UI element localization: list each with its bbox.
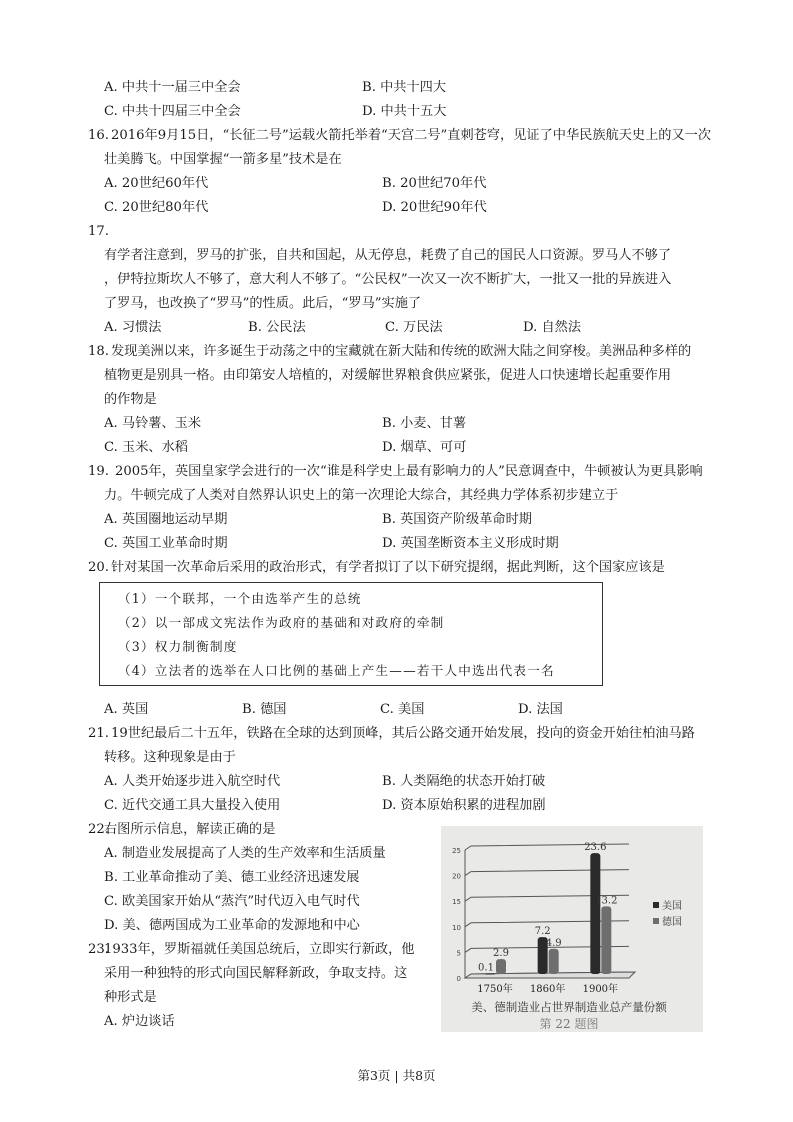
- y-tick-label: 25: [452, 847, 461, 855]
- q16-option-b: B. 20世纪70年代: [382, 176, 487, 191]
- q22-chart: [441, 826, 703, 1032]
- q23-stem-line-1: 1933年，罗斯福就任美国总统后，立即实行新政，他: [104, 942, 415, 957]
- q19-stem-line-2: 力。牛顿完成了人类对自然界认识史上的第一次理论大综合，其经典力学体系初步建立于: [104, 488, 619, 503]
- q15-option-b: B. 中共十四大: [362, 80, 447, 95]
- q22-stem-line-1: 右图所示信息，解读正确的是: [104, 822, 276, 837]
- q17-option-d: D. 自然法: [523, 320, 582, 335]
- q21-option-d: D. 资本原始积累的进程加剧: [382, 798, 546, 813]
- q19-stem-line-1: 2005年，英国皇家学会进行的一次“谁是科学史上最有影响力的人”民意调查中，牛顿被认为更具影响: [115, 464, 703, 479]
- chart-title: 美、德制造业占世界制造业总产量份额: [471, 1000, 667, 1014]
- q22-option-c: C. 欧美国家开始从“蒸汽”时代迈入电气时代: [104, 894, 360, 909]
- q18-stem-line-1: 发现美洲以来，许多诞生于动荡之中的宝藏就在新大陆和传统的欧洲大陆之间穿梭。美洲品种多样的: [111, 344, 692, 359]
- q19-option-d: D. 英国垄断资本主义形成时期: [382, 536, 559, 551]
- q15-option-a: A. 中共十一届三中全会: [104, 80, 241, 95]
- data-label: 13.2: [595, 895, 618, 907]
- chart-x-ticks: [477, 982, 618, 995]
- q20-outline-item-4: （4）立法者的选举在人口比例的基础上产生——若干人中选出代表一名: [118, 663, 555, 678]
- page-footer: 第3页 | 共8页: [357, 1068, 436, 1083]
- q20-option-a: A. 英国: [104, 702, 149, 717]
- chart-legend: [653, 899, 682, 928]
- legend-swatch: [653, 918, 659, 924]
- y-tick-label: 15: [452, 898, 461, 907]
- bar-chart-svg: [441, 826, 703, 1032]
- q20-stem-line-1: 针对某国一次革命后采用的政治形式，有学者拟订了以下研究提纲，据此判断，这个国家应该是: [111, 560, 665, 575]
- q16-option-d: D. 20世纪90年代: [382, 200, 487, 215]
- q18-option-a: A. 马铃薯、玉米: [104, 416, 202, 431]
- q20-option-c: C. 美国: [380, 702, 425, 717]
- q22-option-a: A. 制造业发展提高了人类的生产效率和生活质量: [104, 846, 386, 861]
- q21-stem-line-2: 转移。这种现象是由于: [104, 750, 236, 765]
- q21-number: 21.: [88, 726, 109, 741]
- q18-stem-line-3: 的作物是: [104, 392, 157, 407]
- legend-label: 德国: [662, 917, 682, 928]
- y-tick-label: 10: [452, 923, 461, 932]
- q19-option-a: A. 英国圈地运动早期: [104, 512, 228, 527]
- q18-option-c: C. 玉米、水稻: [104, 440, 188, 455]
- q23-stem-line-3: 种形式是: [104, 990, 157, 1005]
- q17-stem-line-1: 有学者注意到，罗马的扩张，自共和国起，从无停息，耗费了自己的国民人口资源。罗马人不够了: [104, 248, 672, 263]
- gridline: [465, 870, 629, 876]
- q15-option-c: C. 中共十四届三中全会: [104, 104, 241, 119]
- q20-number: 20.: [88, 560, 109, 575]
- data-label: 23.6: [584, 842, 607, 854]
- q21-option-c: C. 近代交通工具大量投入使用: [104, 798, 281, 813]
- q20-outline-item-2: （2）以一部成文宪法作为政府的基础和对政府的牵制: [118, 615, 445, 630]
- bar-德国-1900年: [601, 906, 611, 974]
- data-label: 2.9: [493, 948, 509, 960]
- y-tick-label: 0: [456, 975, 461, 983]
- q16-option-c: C. 20世纪80年代: [104, 200, 209, 215]
- bar-美国-1900年: [590, 853, 600, 974]
- q23-number: 23.: [88, 942, 109, 957]
- q19-number: 19.: [88, 464, 109, 479]
- bar-德国-1860年: [549, 949, 559, 974]
- bar-德国-1750年: [496, 959, 506, 974]
- q21-stem-line-1: 19世纪最后二十五年，铁路在全球的达到顶峰，其后公路交通开始发展，投向的资金开始往柏油马路: [111, 726, 695, 741]
- q20-option-d: D. 法国: [518, 702, 563, 717]
- q20-outline-box: [99, 582, 603, 686]
- q16-stem-line-1: 2016年9月15日，“长征二号”运载火箭托举着“天宫二号”直刺苍穹，见证了中华民族航天史上的又一次: [111, 128, 712, 143]
- q16-stem-line-2: 壮美腾飞。中国掌握“一箭多星”技术是在: [104, 152, 342, 167]
- data-label: 4.9: [545, 937, 562, 949]
- q17-stem-line-2: ，伊特拉斯坎人不够了，意大利人不够了。“公民权”一次又一次不断扩大，一批又一批的异族进入: [104, 272, 672, 287]
- x-tick-label: 1900年: [582, 984, 619, 995]
- q17-number: 17.: [88, 224, 109, 239]
- q15-option-d: D. 中共十五大: [362, 104, 447, 119]
- q16-number: 16.: [88, 128, 109, 143]
- chart-caption: 第 22 题图: [539, 1017, 599, 1031]
- q22-option-d: D. 美、德两国成为工业革命的发源地和中心: [104, 918, 360, 933]
- x-tick-label: 1860年: [529, 984, 566, 995]
- bar-美国-1750年: [485, 973, 495, 974]
- q19-option-b: B. 英国资产阶级革命时期: [382, 512, 532, 527]
- data-label: 0.1: [478, 962, 494, 974]
- q23-stem-line-2: 采用一种独特的形式向国民解释新政，争取支持。这: [104, 966, 408, 981]
- q17-option-b: B. 公民法: [248, 320, 306, 335]
- legend-label: 美国: [662, 901, 682, 912]
- q16-option-a: A. 20世纪60年代: [104, 176, 209, 191]
- q19-option-c: C. 英国工业革命时期: [104, 536, 228, 551]
- q22-option-b: B. 工业革命推动了美、德工业经济迅速发展: [104, 870, 360, 885]
- y-tick-label: 5: [456, 949, 461, 958]
- q18-option-d: D. 烟草、可可: [382, 440, 467, 455]
- data-label: 7.2: [534, 926, 551, 938]
- q20-outline-item-1: （1）一个联邦，一个由选举产生的总统: [118, 591, 362, 606]
- y-tick-label: 20: [452, 872, 461, 881]
- q23-option-a: A. 炉边谈话: [104, 1014, 175, 1029]
- q17-option-c: C. 万民法: [385, 320, 443, 335]
- chart-y-ticks: [452, 847, 461, 983]
- q21-option-b: B. 人类隔绝的状态开始打破: [382, 774, 546, 789]
- x-tick-label: 1750年: [477, 984, 513, 995]
- q18-option-b: B. 小麦、甘薯: [382, 416, 467, 431]
- q20-option-b: B. 德国: [242, 702, 287, 717]
- q18-stem-line-2: 植物更是别具一格。由印第安人培植的，对缓解世界粮食供应紧张，促进人口快速增长起重要作用: [104, 368, 672, 383]
- legend-swatch: [653, 902, 659, 908]
- q17-option-a: A. 习惯法: [104, 320, 162, 335]
- q18-number: 18.: [88, 344, 109, 359]
- q17-stem-line-3: 了罗马，也改换了“罗马”的性质。此后，“罗马”实施了: [104, 296, 422, 311]
- q20-outline-item-3: （3）权力制衡制度: [118, 639, 238, 654]
- q22-number: 22.: [88, 822, 109, 837]
- q21-option-a: A. 人类开始逐步进入航空时代: [104, 774, 281, 789]
